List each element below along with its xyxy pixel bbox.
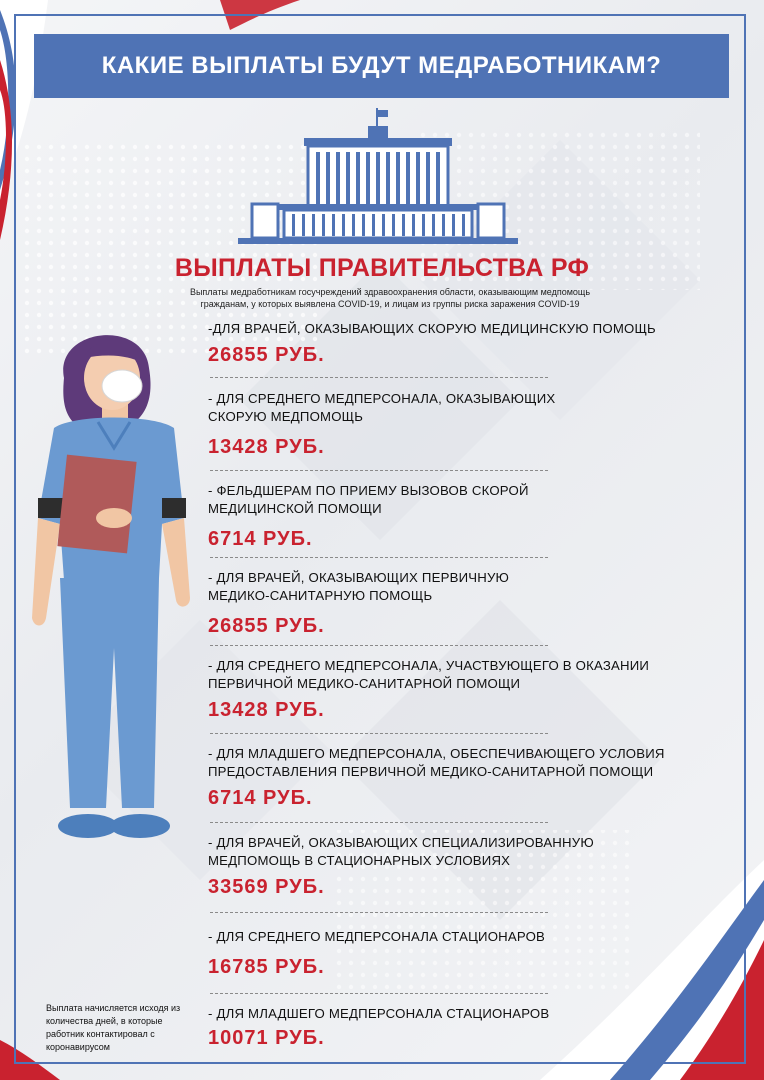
payment-item <box>208 1005 728 1050</box>
divider <box>210 912 548 913</box>
divider <box>210 557 548 558</box>
footnote: Выплата начисляется исходя из количества дней, в которые работник контактировал с коронавирусом <box>46 1003 181 1052</box>
payment-amount: 13428 РУБ. <box>208 699 325 721</box>
payment-item <box>208 657 728 722</box>
payment-amount: 10071 РУБ. <box>208 1027 325 1049</box>
payment-label: - ДЛЯ МЛАДШЕГО МЕДПЕРСОНАЛА, ОБЕСПЕЧИВАЮЩЕГО УСЛОВИЯ ПРЕДОСТАВЛЕНИЯ ПЕРВИЧНОЙ МЕДИКО-САНИТАРНОЙ ПОМОЩИ <box>208 746 665 779</box>
payment-item <box>208 569 728 638</box>
payment-item <box>208 834 728 899</box>
divider <box>210 645 548 646</box>
payment-item <box>208 390 728 459</box>
payment-item <box>208 482 728 551</box>
divider <box>210 470 548 471</box>
payment-amount: 26855 РУБ. <box>208 615 325 637</box>
subtitle-line-1: Выплаты медработникам госучреждений здравоохранения области, оказывающим медпомощь <box>189 287 591 297</box>
divider <box>210 733 548 734</box>
nurse-illustration <box>14 318 194 858</box>
payment-amount: 26855 РУБ. <box>208 344 325 366</box>
payment-label: - ФЕЛЬДШЕРАМ ПО ПРИЕМУ ВЫЗОВОВ СКОРОЙ МЕДИЦИНСКОЙ ПОМОЩИ <box>208 483 529 516</box>
payment-label: - ДЛЯ ВРАЧЕЙ, ОКАЗЫВАЮЩИХ ПЕРВИЧНУЮ МЕДИКО-САНИТАРНУЮ ПОМОЩЬ <box>208 570 510 603</box>
payment-label: - ДЛЯ СРЕДНЕГО МЕДПЕРСОНАЛА, ОКАЗЫВАЮЩИХ СКОРУЮ МЕДПОМОЩЬ <box>208 391 556 424</box>
header-banner <box>34 34 729 98</box>
divider <box>210 993 548 994</box>
payment-label: -ДЛЯ ВРАЧЕЙ, ОКАЗЫВАЮЩИХ СКОРУЮ МЕДИЦИНСКУЮ ПОМОЩЬ <box>208 321 656 336</box>
payment-amount: 13428 РУБ. <box>208 436 325 458</box>
section-title: ВЫПЛАТЫ ПРАВИТЕЛЬСТВА РФ <box>174 254 590 282</box>
payment-label: - ДЛЯ СРЕДНЕГО МЕДПЕРСОНАЛА, УЧАСТВУЮЩЕГО В ОКАЗАНИИ ПЕРВИЧНОЙ МЕДИКО-САНИТАРНОЙ ПОМОЩИ <box>208 658 650 691</box>
payment-item <box>208 928 728 979</box>
payment-amount: 33569 РУБ. <box>208 876 325 898</box>
divider <box>210 822 548 823</box>
government-building-icon <box>238 108 518 246</box>
payment-label: - ДЛЯ ВРАЧЕЙ, ОКАЗЫВАЮЩИХ СПЕЦИАЛИЗИРОВАННУЮ МЕДПОМОЩЬ В СТАЦИОНАРНЫХ УСЛОВИЯХ <box>208 835 594 868</box>
divider <box>210 377 548 378</box>
page-title: КАКИЕ ВЫПЛАТЫ БУДУТ МЕДРАБОТНИКАМ? <box>101 52 662 79</box>
payment-item <box>208 320 728 367</box>
subtitle-line-2: гражданам, у которых выявлена COVID-19, и лицам из группы риска заражения COVID-19 <box>200 299 580 309</box>
payment-amount: 16785 РУБ. <box>208 956 325 978</box>
payment-label: - ДЛЯ МЛАДШЕГО МЕДПЕРСОНАЛА СТАЦИОНАРОВ <box>208 1006 550 1021</box>
payment-amount: 6714 РУБ. <box>208 787 313 809</box>
payment-amount: 6714 РУБ. <box>208 528 313 550</box>
payment-label: - ДЛЯ СРЕДНЕГО МЕДПЕРСОНАЛА СТАЦИОНАРОВ <box>208 929 546 944</box>
section-subtitle <box>150 286 630 310</box>
payment-item <box>208 745 728 810</box>
